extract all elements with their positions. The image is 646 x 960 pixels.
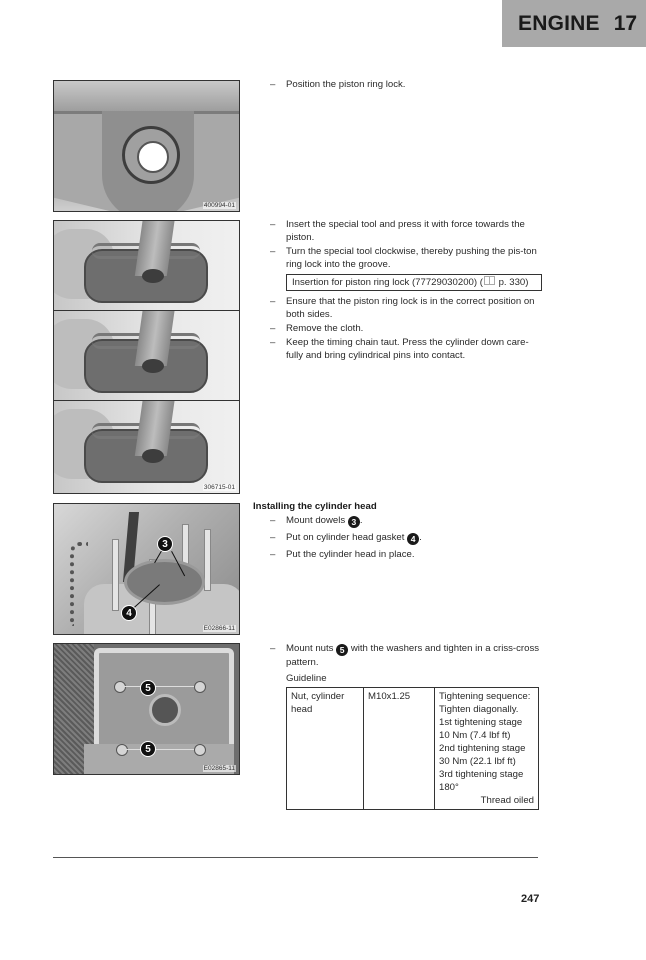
step-item [270, 548, 542, 561]
figure-cylinder-head-nuts [53, 643, 240, 775]
step-item: – Remove the cloth. [270, 322, 542, 335]
tool-tip [142, 359, 164, 373]
figure-caption: 400994-01 [203, 202, 235, 209]
stud [204, 529, 211, 591]
leader-line [126, 749, 194, 750]
step-item [270, 642, 542, 669]
spark-plug-well [149, 694, 181, 726]
chapter-header [502, 0, 646, 47]
callout-ref-4: 4 [407, 533, 419, 545]
figure-caption: 306715-01 [203, 484, 235, 491]
step-text: Mount dowels [286, 515, 346, 526]
spec-line: Tighten diagonally. [439, 704, 519, 715]
step-item: – Keep the timing chain taut. Press the cylinder down care-fully and bring cylindrical pins into contact. [270, 336, 542, 362]
callout-3: 3 [157, 536, 173, 552]
tool-tip [142, 449, 164, 463]
section-heading: Installing the cylinder head [253, 501, 377, 512]
page-number: 247 [521, 893, 540, 905]
special-tool-name: Insertion for piston ring lock (77729030200) ( [292, 277, 483, 288]
special-tool-box [286, 274, 542, 291]
spec-line: 1st tightening stage [439, 717, 523, 728]
piston-top-band [54, 81, 239, 111]
leader-line [124, 686, 194, 687]
step-text: Put the cylinder head in place. [286, 549, 415, 560]
spec-line: 2nd tightening stage [439, 743, 526, 754]
step-item: – Position the piston ring lock. [270, 78, 542, 91]
photo-panel-1 [54, 221, 239, 311]
nut [194, 744, 206, 756]
callout-5: 5 [140, 741, 156, 757]
nut [116, 744, 128, 756]
tool-tip [142, 269, 164, 283]
callout-ref-3: 3 [348, 516, 360, 528]
paren-close: ) [525, 277, 529, 288]
figure-caption: E02865-11 [203, 765, 235, 772]
step-text: Put on cylinder head gasket [286, 532, 405, 543]
step-item: – Turn the special tool clockwise, thereby pushing the pis-ton ring lock into the groove. [270, 245, 542, 271]
spec-line: 10 Nm (7.4 lbf ft) [439, 730, 511, 741]
figure-caption: E02866-11 [203, 625, 235, 632]
footer-divider [53, 857, 538, 858]
page-reference-link[interactable]: p. 330 [498, 277, 526, 288]
piston-pin-hole [137, 141, 169, 173]
cylinder-bore [124, 559, 205, 605]
photo-panel-3 [54, 401, 239, 493]
step-text: Mount nuts [286, 643, 334, 654]
photo-panel-2 [54, 311, 239, 401]
spec-note: Thread oiled [480, 795, 534, 806]
instruction-block-2 [270, 218, 542, 363]
instruction-block-3 [270, 514, 542, 562]
figure-piston-ring-lock [53, 80, 240, 212]
step-item: – Insert the special tool and press it with force towards the piston. [270, 218, 542, 244]
part-cell: Nut, cylinder head [287, 688, 364, 810]
spec-line: 180° [439, 782, 459, 793]
guideline-label: Guideline [286, 673, 327, 684]
callout-4: 4 [121, 605, 137, 621]
instruction-block-4 [270, 642, 542, 810]
callout-5: 5 [140, 680, 156, 696]
table-row [287, 688, 539, 810]
stud [112, 539, 119, 611]
step-text: with the washers and tighten in a criss-cross pattern. [286, 643, 540, 668]
step-end: . [419, 532, 422, 543]
step-item: – Ensure that the piston ring lock is in the correct position on both sides. [270, 295, 542, 321]
timing-chain [70, 542, 88, 626]
torque-spec-table [286, 687, 539, 810]
thread-cell: M10x1.25 [364, 688, 435, 810]
chapter-number: 17 [613, 11, 638, 35]
nut [114, 681, 126, 693]
instruction-block-1 [270, 78, 542, 92]
spec-line: 30 Nm (22.1 lbf ft) [439, 756, 516, 767]
step-item [270, 531, 542, 545]
book-reference-icon [484, 276, 495, 285]
step-item [270, 514, 542, 528]
nut [194, 681, 206, 693]
callout-ref-5: 5 [336, 644, 348, 656]
step-end: . [359, 515, 363, 526]
section-title: ENGINE [518, 11, 600, 35]
spec-line: Tightening sequence: [439, 691, 531, 702]
figure-cylinder-dowels-gasket [53, 503, 240, 635]
figure-special-tool-sequence [53, 220, 240, 494]
spec-line: 3rd tightening stage [439, 769, 524, 780]
spec-cell [435, 688, 539, 810]
